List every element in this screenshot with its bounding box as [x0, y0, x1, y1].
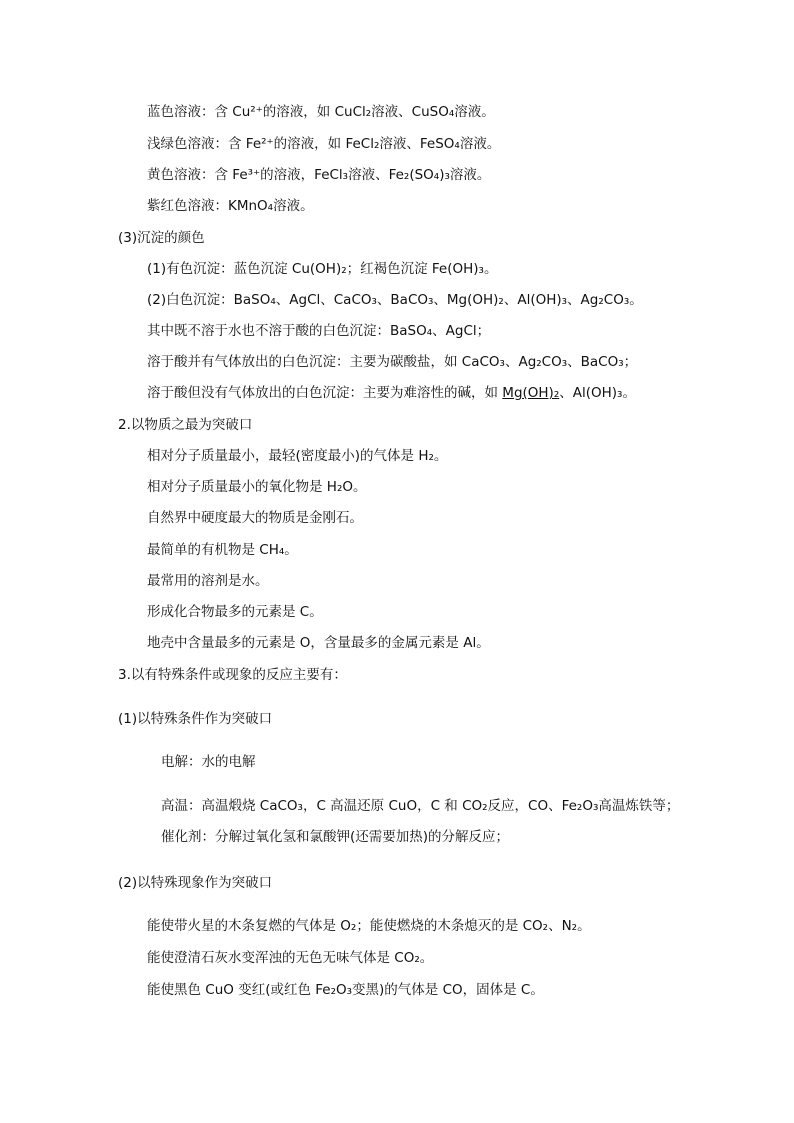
text-line: 高温：高温煅烧 CaCO₃，C 高温还原 CuO，C 和 CO₂反应，CO、Fe₂O₃高温炼铁等；: [161, 798, 680, 814]
text-line: (2)白色沉淀：BaSO₄、AgCl、CaCO₃、BaCO₃、Mg(OH)₂、Al(OH)₃、Ag₂CO₃。: [147, 292, 643, 308]
text-line: 能使澄清石灰水变浑浊的无色无味气体是 CO₂。: [147, 950, 434, 966]
text-line: 相对分子质量最小，最轻(密度最小)的气体是 H₂。: [147, 448, 448, 464]
section-heading: 2.以物质之最为突破口: [118, 417, 253, 433]
text-line: 黄色溶液：含 Fe³⁺的溶液，FeCl₃溶液、Fe₂(SO₄)₃溶液。: [147, 167, 491, 183]
section-heading: (3)沉淀的颜色: [118, 230, 205, 246]
text-line: 溶于酸并有气体放出的白色沉淀：主要为碳酸盐，如 CaCO₃、Ag₂CO₃、BaCO₃；: [147, 354, 638, 370]
text-line: 紫红色溶液：KMnO₄溶液。: [147, 198, 314, 214]
text-line: 电解：水的电解: [161, 754, 256, 770]
text-line: 浅绿色溶液：含 Fe²⁺的溶液，如 FeCl₂溶液、FeSO₄溶液。: [147, 136, 501, 152]
text-segment: 、Al(OH)₃。: [559, 385, 636, 401]
text-line: 催化剂：分解过氧化氢和氯酸钾(还需要加热)的分解反应；: [161, 829, 510, 845]
section-heading: 3.以有特殊条件或现象的反应主要有：: [118, 667, 347, 683]
text-line: 蓝色溶液：含 Cu²⁺的溶液，如 CuCl₂溶液、CuSO₄溶液。: [147, 104, 495, 120]
text-line: 能使黑色 CuO 变红(或红色 Fe₂O₃变黑)的气体是 CO，固体是 C。: [147, 982, 544, 998]
text-line: 最简单的有机物是 CH₄。: [147, 542, 298, 558]
text-line: [147, 384, 636, 402]
text-line: 自然界中硬度最大的物质是金刚石。: [147, 510, 363, 526]
text-line: 最常用的溶剂是水。: [147, 573, 269, 589]
text-segment: 溶于酸但没有气体放出的白色沉淀：主要为难溶性的碱，如: [147, 385, 503, 401]
text-line: (1)有色沉淀：蓝色沉淀 Cu(OH)₂；红褐色沉淀 Fe(OH)₃。: [147, 261, 498, 277]
text-line: 形成化合物最多的元素是 C。: [147, 604, 323, 620]
text-line: 能使带火星的木条复燃的气体是 O₂；能使燃烧的木条熄灭的是 CO₂、N₂。: [147, 918, 591, 934]
sub-heading: (1)以特殊条件作为突破口: [118, 711, 273, 727]
text-line: 其中既不溶于水也不溶于酸的白色沉淀：BaSO₄、AgCl；: [147, 323, 491, 339]
underlined-formula: Mg(OH)₂: [502, 385, 560, 401]
sub-heading: (2)以特殊现象作为突破口: [118, 875, 273, 891]
text-line: 地壳中含量最多的元素是 O，含量最多的金属元素是 Al。: [147, 635, 490, 651]
text-line: 相对分子质量最小的氧化物是 H₂O。: [147, 479, 367, 495]
